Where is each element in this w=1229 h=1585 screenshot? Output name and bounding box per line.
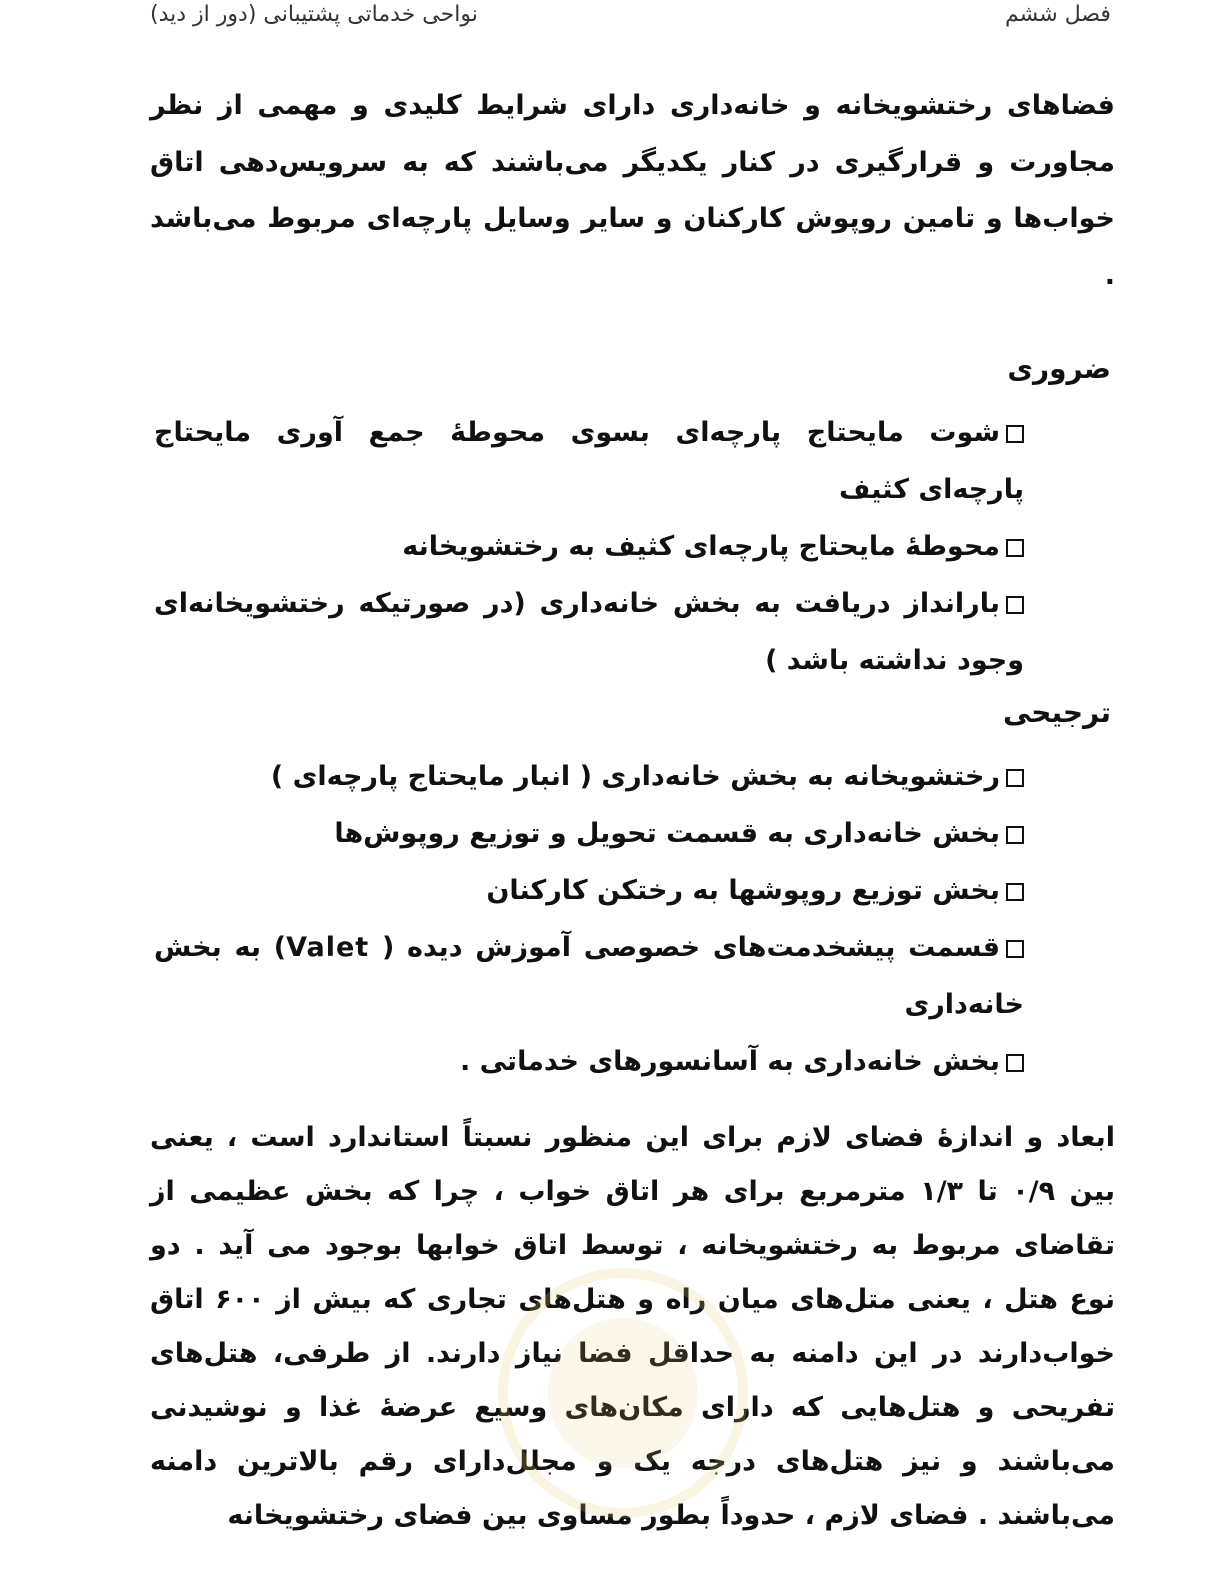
essential-item-1: [154, 404, 1024, 518]
preferred-item-2: [154, 805, 1024, 862]
essential-item-text: بارانداز دریافت به بخش خانه‌داری (در صورتیکه رختشویخانه‌ای وجود نداشته باشد ): [154, 588, 1024, 676]
essential-heading: ضروری: [1007, 352, 1111, 385]
preferred-heading: ترجیحی: [1002, 696, 1111, 729]
checkbox-icon: [1006, 883, 1024, 901]
essential-item-3: [154, 575, 1024, 689]
checkbox-icon: [1006, 1054, 1024, 1072]
closing-paragraph: ابعاد و اندازهٔ فضای لازم برای این منظور نسبتاً استاندارد است ، یعنی بین ۰/۹ تا ۱/۳ مترمربع برای هر اتاق خواب ، چرا که بخش عظیمی از تقاضای مربوط به رختشویخانه ، توسط اتاق خوابها بوجود می آید . دو نوع هتل ، یعنی متل‌های میان راه و هتل‌های تجاری که بیش از ۶۰۰ اتاق خواب‌دارند در این دامنه به حداقل فضا نیاز دارند. از طرفی، هتل‌های تفریحی و هتل‌هایی که دارای مکان‌های وسیع عرضهٔ غذا و نوشیدنی می‌باشند و نیز هتل‌های درجه یک و مجلل‌دارای رقم بالاترین دامنه می‌باشند . فضای لازم ، حدوداً بطور مساوی بین فضای رختشویخانه: [150, 1122, 1116, 1531]
running-header-chapter: فصل ششم: [1005, 2, 1111, 27]
essential-item-2: [154, 518, 1024, 575]
checkbox-icon: [1006, 425, 1024, 443]
preferred-item-text: بخش توزیع روپوشها به رختکن کارکنان: [486, 875, 1000, 906]
watermark-seal-icon: [498, 1268, 748, 1518]
preferred-item-text: رختشویخانه به بخش خانه‌داری ( انبار مایحتاج پارچه‌ای ): [270, 761, 1000, 792]
checkbox-icon: [1006, 596, 1024, 614]
preferred-item-text: بخش خانه‌داری به آسانسورهای خدماتی .: [459, 1046, 1000, 1077]
checkbox-icon: [1006, 940, 1024, 958]
watermark-center: [548, 1318, 698, 1468]
preferred-item-text: بخش خانه‌داری به قسمت تحویل و توزیع روپوش‌ها: [334, 818, 1000, 849]
essential-item-text: شوت مایحتاج پارچه‌ای بسوی محوطهٔ جمع آوری مایحتاج پارچه‌ای کثیف: [154, 417, 1024, 505]
essential-item-text: محوطهٔ مایحتاج پارچه‌ای کثیف به رختشویخانه: [402, 531, 1000, 562]
running-header-section: نواحی خدماتی پشتیبانی (دور از دید): [150, 2, 478, 27]
preferred-item-text: قسمت پیشخدمت‌های خصوصی آموزش دیده ( Valet) به بخش خانه‌داری: [154, 932, 1024, 1020]
preferred-item-3: [154, 862, 1024, 919]
checkbox-icon: [1006, 826, 1024, 844]
preferred-item-5: [154, 1033, 1024, 1090]
checkbox-icon: [1006, 539, 1024, 557]
intro-paragraph: فضاهای رختشویخانه و خانه‌داری دارای شرایط کلیدی و مهمی از نظر مجاورت و قرارگیری در کنار یکدیگر می‌باشند که به سرویس‌دهی اتاق خواب‌ها و تامین روپوش کارکنان و سایر وسایل پارچه‌ای مربوط می‌باشد .: [150, 90, 1115, 291]
preferred-item-1: [154, 748, 1024, 805]
checkbox-icon: [1006, 769, 1024, 787]
preferred-item-4: [154, 919, 1024, 1033]
page-header: [0, 0, 1229, 40]
